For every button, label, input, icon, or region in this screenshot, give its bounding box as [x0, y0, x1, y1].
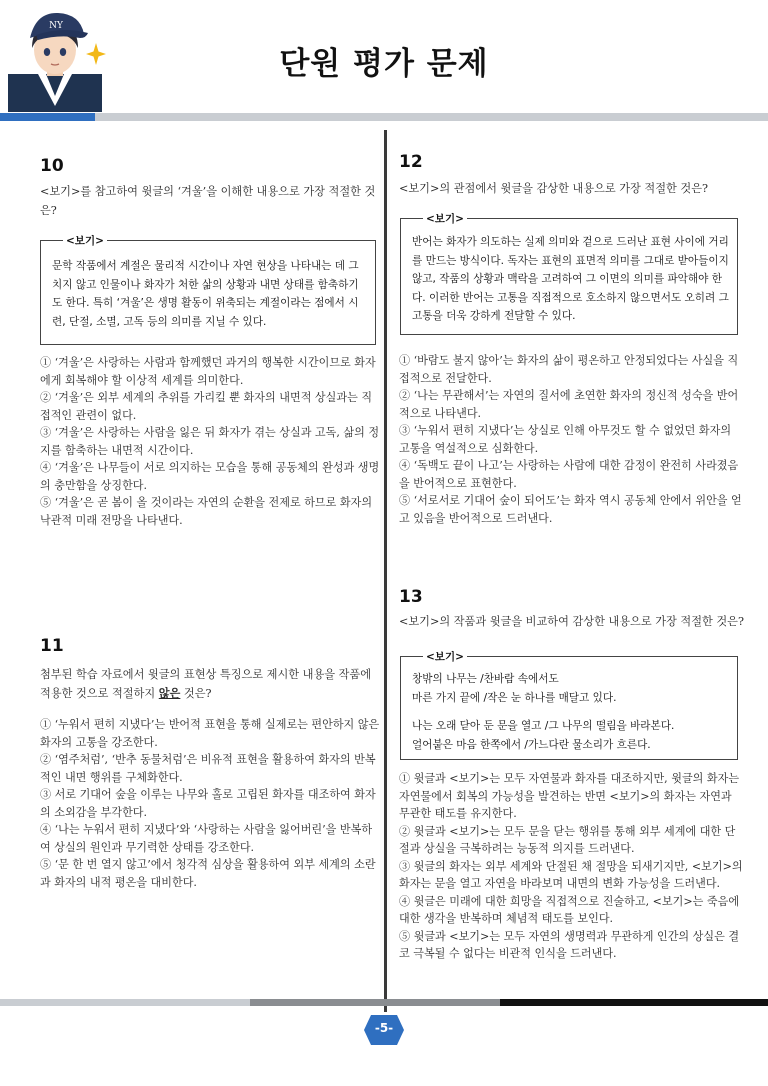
- question-11-prompt: [40, 665, 380, 703]
- page-number: -5-: [374, 1021, 394, 1035]
- poem-text: [412, 670, 730, 754]
- question-10-prompt: <보기>를 참고하여 윗글의 ‘겨울’을 이해한 내용으로 가장 적절한 것은?: [40, 185, 376, 217]
- choice-4[interactable]: ④ ‘나는 누워서 편히 지냈다’와 ‘사랑하는 사람을 잃어버린’을 반복하여 상실의 원인과 무기력한 상태를 강조한다.: [40, 823, 373, 854]
- question-13-number: 13: [399, 587, 423, 607]
- question-11-choices: [40, 716, 380, 891]
- question-11-number: 11: [40, 636, 64, 656]
- question-13-box: [400, 651, 738, 760]
- footer-bar-mid: [250, 999, 500, 1006]
- choice-5[interactable]: ⑤ ‘문 한 번 열지 않고’에서 청각적 심상을 활용하여 외부 세계의 소란과 화자의 내적 평온을 대비한다.: [40, 858, 376, 889]
- box-text: 반어는 화자가 의도하는 실제 의미와 겉으로 드러난 표현 사이에 거리를 만드는 방식이다. 독자는 표현의 표면적 의미를 그대로 받아들이지 않고, 작품의 상황과 맥락을 고려하여 그 이면의 의미를 파악해야 한다. 이러한 반어는 고통을 직접적으로 호소하지 않으면서도 오히려 그 고통을 더욱 강하게 전달할 수 있다.: [412, 236, 729, 322]
- question-12-box: [400, 213, 738, 335]
- choice-4[interactable]: ④ ‘겨울’은 나무들이 서로 의지하는 모습을 통해 공동체의 완성과 생명의 충만함을 상징한다.: [40, 461, 380, 492]
- choice-3[interactable]: ③ 서로 기대어 숲을 이루는 나무와 홀로 고립된 화자를 대조하여 화자의 소외감을 부각한다.: [40, 788, 376, 819]
- question-13-choices: [399, 770, 744, 963]
- choice-1[interactable]: ① ‘누워서 편히 지냈다’는 반어적 표현을 통해 실제로는 편안하지 않은 화자의 고통을 강조한다.: [40, 718, 380, 749]
- choice-3[interactable]: ③ ‘겨울’은 사랑하는 사람을 잃은 뒤 화자가 겪는 상실과 고독, 삶의 정지를 함축하는 내면적 시간이다.: [40, 426, 380, 457]
- box-label: <보기>: [423, 649, 467, 664]
- poem-line: 마른 가지 끝에 /작은 눈 하나를 매달고 있다.: [412, 691, 617, 704]
- question-13-prompt: <보기>의 작품과 윗글을 비교하여 감상한 내용으로 가장 적절한 것은?: [399, 615, 744, 628]
- header-divider-bar: [0, 113, 768, 121]
- choice-1[interactable]: ① 윗글과 <보기>는 모두 자연물과 화자를 대조하지만, 윗글의 화자는 자연물에서 회복의 가능성을 발견하는 반면 <보기>의 화자는 자연과 무관한 태도를 유지한다.: [399, 772, 740, 820]
- box-text: 문학 작품에서 계절은 물리적 시간이나 자연 현상을 나타내는 데 그치지 않고 인물이나 화자가 처한 삶의 상황과 내면 상태를 함축하기도 한다. 특히 ‘겨울’은 생명 활동이 위축되는 계절이라는 점에서 시련, 단절, 소멸, 고독 등의 의미를 지닐 수 있다.: [52, 260, 359, 328]
- poem-line: 얼어붙은 마음 한쪽에서 /가느다란 물소리가 흐른다.: [412, 738, 651, 751]
- choice-4[interactable]: ④ ‘독백도 끝이 나고’는 사랑하는 사람에 대한 감정이 완전히 사라졌음을 반어적으로 표현한다.: [399, 459, 739, 490]
- question-12-prompt: <보기>의 관점에서 윗글을 감상한 내용으로 가장 적절한 것은?: [399, 182, 709, 195]
- column-divider: [384, 130, 387, 1012]
- choice-2[interactable]: ② ‘겨울’은 외부 세계의 추위를 가리킬 뿐 화자의 내면적 상실과는 직접적인 관련이 없다.: [40, 391, 373, 422]
- choice-5[interactable]: ⑤ ‘서로서로 기대어 숲이 되어도’는 화자 역시 공동체 안에서 위안을 얻고 있음을 반어적으로 드러낸다.: [399, 494, 742, 525]
- choice-5[interactable]: ⑤ 윗글과 <보기>는 모두 자연의 생명력과 무관하게 인간의 상실은 결코 극복될 수 없다는 비관적 인식을 드러낸다.: [399, 929, 740, 960]
- choice-3[interactable]: ③ 윗글의 화자는 외부 세계와 단절된 채 절망을 되새기지만, <보기>의 화자는 문을 열고 자연을 바라보며 내면의 변화 가능성을 드러낸다.: [399, 859, 743, 890]
- prompt-emphasis: 않은: [158, 686, 181, 700]
- footer-bar-dark: [500, 999, 768, 1006]
- question-12-number: 12: [399, 152, 423, 172]
- poem-line: 나는 오래 닫아 둔 문을 열고 /그 나무의 떨림을 바라본다.: [412, 720, 675, 732]
- question-12-choices: [399, 352, 744, 527]
- box-label: <보기>: [423, 211, 467, 226]
- choice-1[interactable]: ① ‘겨울’은 사랑하는 사람과 함께했던 과거의 행복한 시간이므로 화자에게 회복해야 할 이상적 세계를 의미한다.: [40, 356, 376, 387]
- footer-bar-light: [0, 999, 250, 1006]
- question-10-box: [40, 235, 376, 345]
- choice-2[interactable]: ② ‘염주처럼’, ‘반추 동물처럼’은 비유적 표현을 활용하여 화자의 반복적인 내면 행위를 구체화한다.: [40, 753, 376, 784]
- prompt-text: 첨부된 학습 자료에서 윗글의 표현상 특징으로 제시한 내용을 작품에 적용한 것으로 적절하지: [40, 668, 372, 700]
- poem-line: 창밖의 나무는 /찬바람 속에서도: [412, 673, 559, 685]
- choice-3[interactable]: ③ ‘누워서 편히 지냈다’는 상실로 인해 아무것도 할 수 없었던 화자의 고통을 역설적으로 심화한다.: [399, 424, 732, 455]
- page-title: 단원 평가 문제: [279, 46, 489, 82]
- question-10-choices: [40, 354, 380, 529]
- choice-2[interactable]: ② 윗글과 <보기>는 모두 문을 닫는 행위를 통해 외부 세계에 대한 단절과 상실을 극복하려는 능동적 의지를 드러낸다.: [399, 824, 736, 855]
- prompt-text-end: 것은?: [180, 687, 212, 700]
- box-label: <보기>: [63, 233, 107, 248]
- choice-4[interactable]: ④ 윗글은 미래에 대한 희망을 직접적으로 진술하고, <보기>는 죽음에 대한 생각을 반복하며 체념적 태도를 보인다.: [399, 894, 740, 925]
- choice-5[interactable]: ⑤ ‘겨울’은 곧 봄이 올 것이라는 자연의 순환을 전제로 하므로 화자의 낙관적 미래 전망을 나타낸다.: [40, 496, 373, 527]
- choice-2[interactable]: ② ‘나는 무관해서’는 자연의 질서에 초연한 화자의 정신적 성숙을 반어적으로 나타낸다.: [399, 389, 739, 420]
- svg-text:NY: NY: [49, 21, 63, 31]
- question-10-number: 10: [40, 156, 64, 176]
- header-accent: [0, 113, 95, 121]
- poem-line: [412, 707, 730, 717]
- choice-1[interactable]: ① ‘바람도 불지 않아’는 화자의 삶이 평온하고 안정되었다는 사실을 직접적으로 전달한다.: [399, 354, 739, 385]
